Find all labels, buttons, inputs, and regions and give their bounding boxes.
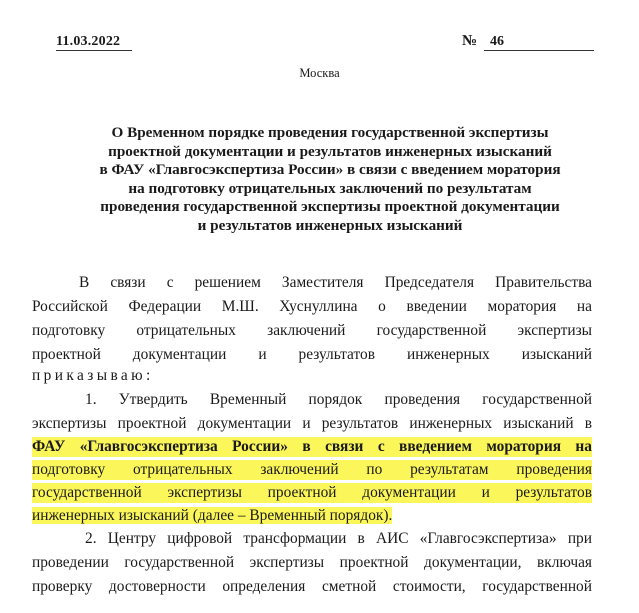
title-line: проведения государственной экспертизы проектной документации: [100, 198, 560, 216]
preamble-line: В связи с решением Заместителя Председателя Правительства: [79, 274, 592, 291]
preamble-line: проектной документации и результатов инженерных изысканий: [32, 346, 592, 363]
item-2-line: проверку достоверности определения сметной стоимости, государственной: [32, 578, 592, 595]
item-1-highlighted-line: подготовку отрицательных заключений по результатам проведения: [32, 461, 592, 478]
item-1-last-text: инженерных изысканий (далее – Временный порядок).: [32, 507, 393, 524]
item-2-line: 2. Центру цифровой трансформации в АИС «Главгосэкспертиза» при: [85, 530, 592, 547]
document-title: [40, 124, 620, 236]
order-verb: приказываю:: [32, 367, 154, 384]
order-number: 46: [484, 34, 594, 51]
item-1-highlighted-line: [32, 506, 392, 526]
item-1-highlighted-line: государственной экспертизы проектной документации и результатов: [32, 484, 592, 501]
preamble-line: Российской Федерации М.Ш. Хуснуллина о введении моратория на: [32, 298, 592, 315]
city-label: Москва: [299, 66, 340, 80]
preamble-line: подготовку отрицательных заключений государственной экспертизы: [32, 322, 592, 339]
title-line: в ФАУ «Главгосэкспертиза России» в связи с введением моратория: [99, 161, 561, 179]
title-line: проектной документации и результатов инженерных изысканий: [108, 142, 552, 160]
item-1-line: экспертизы проектной документации и результатов инженерных изысканий в: [32, 415, 592, 432]
title-line: и результатов инженерных изысканий: [197, 216, 463, 234]
title-line: на подготовку отрицательных заключений по результатам: [128, 179, 532, 197]
item-1-highlighted-line: ФАУ «Главгосэкспертиза России» в связи с введением моратория на: [32, 438, 592, 455]
item-1-line: 1. Утвердить Временный порядок проведения государственной: [85, 391, 592, 408]
order-date: 11.03.2022: [56, 34, 132, 51]
title-line: О Временном порядке проведения государственной экспертизы: [111, 124, 549, 141]
order-number-sign: №: [462, 33, 478, 49]
item-2-line: проведении государственной экспертизы проектной документации, включая: [32, 554, 592, 571]
